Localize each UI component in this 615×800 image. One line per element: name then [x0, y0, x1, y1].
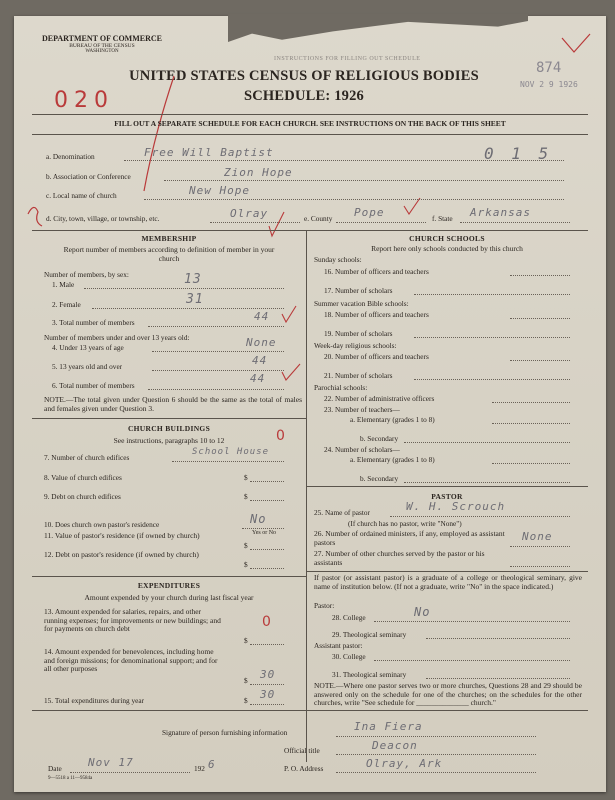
q25-label: 25. Name of pastor	[314, 508, 370, 517]
q24b-field[interactable]	[404, 474, 570, 483]
census-form-sheet	[14, 16, 606, 792]
q18-field[interactable]	[510, 310, 570, 319]
po-address-label: P. O. Address	[284, 764, 324, 773]
q14-dollar: $	[244, 676, 248, 685]
bureau-name: BUREAU OF THE CENSUS	[69, 43, 135, 49]
q18-label: 18. Number of officers and teachers	[324, 310, 429, 319]
city-name: WASHINGTON	[85, 49, 119, 54]
q6-label: 6. Total number of members	[52, 381, 135, 390]
q11-label: 11. Value of pastor's residence (if owned by church)	[44, 531, 200, 540]
q7-label: 7. Number of church edifices	[44, 453, 130, 462]
red-margin-mark	[28, 207, 42, 226]
q19-field[interactable]	[414, 329, 570, 338]
q28-label: 28. College	[332, 613, 366, 622]
q4-value: None	[246, 336, 277, 349]
schools-subtitle: Report here only schools conducted by this church	[371, 244, 523, 253]
q30-field[interactable]	[374, 652, 570, 661]
q17-label: 17. Number of scholars	[324, 286, 393, 295]
q29-field[interactable]	[426, 630, 570, 639]
q31-label: 31. Theological seminary	[332, 670, 407, 679]
q23a-field[interactable]	[492, 415, 570, 424]
weekday-schools-label: Week-day religious schools:	[314, 341, 397, 350]
back-instructions-ghost: INSTRUCTIONS FOR FILLING OUT SCHEDULE	[274, 56, 421, 62]
q16-field[interactable]	[510, 267, 570, 276]
association-label: b. Association or Conference	[46, 172, 131, 181]
form-code: 9—5518 a 11—9584a	[48, 776, 93, 781]
q8-field[interactable]	[250, 473, 284, 482]
red-check-q6	[282, 364, 300, 380]
q3-value: 44	[254, 310, 270, 323]
q1-label: 1. Male	[52, 280, 75, 289]
pastor-label: Pastor:	[314, 601, 335, 610]
q9-dollar: $	[244, 492, 248, 501]
q9-field[interactable]	[250, 492, 284, 501]
q23b-field[interactable]	[404, 434, 570, 443]
assistant-pastor-label: Assistant pastor:	[314, 641, 363, 650]
q1-value: 13	[184, 272, 202, 287]
graduate-note: If pastor (or assistant pastor) is a graduate of a college or theological seminary, give name of institution below. (If not a graduate, write "No" in the space indicated.)	[314, 573, 582, 591]
members-by-sex-label: Number of members, by sex:	[44, 270, 129, 279]
denomination-label: a. Denomination	[46, 152, 95, 161]
q14-value: 30	[260, 668, 276, 681]
city-value: Olray	[230, 207, 269, 220]
parochial-schools-label: Parochial schools:	[314, 383, 368, 392]
q21-field[interactable]	[414, 371, 570, 380]
form-title: UNITED STATES CENSUS OF RELIGIOUS BODIES	[129, 68, 479, 84]
q13-red-zero: 0	[262, 614, 271, 630]
q12-field[interactable]	[250, 560, 284, 569]
q28-value: No	[414, 605, 431, 619]
q26-label: 26. Number of ordained ministers, if any, employed as assistant pastors	[314, 529, 505, 547]
date-year-prefix: 192	[194, 764, 205, 773]
expenditures-title: EXPENDITURES	[137, 581, 201, 590]
official-title-field[interactable]	[336, 746, 536, 755]
local-name-value: New Hope	[189, 184, 250, 197]
association-value: Zion Hope	[224, 166, 293, 179]
county-label: e. County	[304, 214, 333, 223]
q10-yes-no-hint: Yes or No	[252, 530, 277, 536]
q12-label: 12. Debt on pastor's residence (if owned by church)	[44, 550, 199, 559]
city-label: d. City, town, village, or township, etc.	[46, 214, 160, 223]
buildings-subtitle: See instructions, paragraphs 10 to 12	[113, 436, 225, 445]
q19-label: 19. Number of scholars	[324, 329, 393, 338]
q14-label: 14. Amount expended for benevolences, including home and foreign missions; for denominational support; and for all other purposes	[44, 647, 218, 674]
stamp-date: NOV 2 9 1926	[520, 80, 578, 89]
denomination-code: 0 1 5	[484, 144, 553, 163]
q15-dollar: $	[244, 696, 248, 705]
q26-value: None	[522, 530, 553, 543]
local-name-label: c. Local name of church	[46, 191, 117, 200]
q10-label: 10. Does church own pastor's residence	[44, 520, 160, 529]
department-name: DEPARTMENT OF COMMERCE	[41, 34, 162, 43]
q20-label: 20. Number of officers and teachers	[324, 352, 429, 361]
q20-field[interactable]	[510, 352, 570, 361]
q25-note: (If church has no pastor, write "None")	[348, 519, 462, 528]
q11-dollar: $	[244, 541, 248, 550]
date-year-digit: 6	[208, 758, 216, 771]
denomination-value: Free Will Baptist	[144, 146, 274, 159]
q6-value: 44	[250, 372, 266, 385]
membership-subtitle: Report number of members according to definition of member in your church	[63, 245, 275, 263]
stamp-number: 874	[536, 60, 562, 76]
q2-label: 2. Female	[52, 300, 81, 309]
q5-label: 5. 13 years old and over	[52, 362, 123, 371]
q24a-label: a. Elementary (grades 1 to 8)	[350, 455, 435, 464]
red-check-top	[562, 34, 590, 52]
q23-label: 23. Number of teachers—	[324, 405, 400, 414]
q24a-field[interactable]	[492, 455, 570, 464]
q31-field[interactable]	[426, 670, 570, 679]
q3-label: 3. Total number of members	[52, 318, 135, 327]
q12-dollar: $	[244, 560, 248, 569]
membership-note: NOTE.—The total given under Question 6 should be the same as the total of males and females given under Question 3.	[44, 395, 302, 413]
q22-label: 22. Number of administrative officers	[324, 394, 435, 403]
q21-label: 21. Number of scholars	[324, 371, 393, 380]
membership-title: MEMBERSHIP	[141, 234, 197, 243]
q2-value: 31	[186, 292, 204, 307]
q15-value: 30	[260, 688, 276, 701]
q4-label: 4. Under 13 years of age	[52, 343, 124, 352]
members-by-age-label: Number of members under and over 13 years old:	[44, 333, 190, 342]
official-title-value: Deacon	[372, 739, 418, 752]
q24-label: 24. Number of scholars—	[324, 445, 400, 454]
q25-value: W. H. Scrouch	[406, 500, 506, 513]
red-index-number: 020	[54, 88, 114, 113]
official-title-label: Official title	[284, 746, 320, 755]
summer-schools-label: Summer vacation Bible schools:	[314, 299, 409, 308]
date-value: Nov 17	[88, 756, 134, 769]
red-check-total	[282, 306, 296, 322]
q24b-label: b. Secondary	[360, 474, 399, 483]
q23a-label: a. Elementary (grades 1 to 8)	[350, 415, 435, 424]
q30-label: 30. College	[332, 652, 366, 661]
q15-label: 15. Total expenditures during year	[44, 696, 145, 705]
q13-field[interactable]	[250, 636, 284, 645]
q11-field[interactable]	[250, 541, 284, 550]
q22-field[interactable]	[492, 394, 570, 403]
q7-value: School House	[192, 447, 270, 457]
q10-value: No	[250, 512, 267, 526]
county-value: Pope	[354, 206, 385, 219]
q8-dollar: $	[244, 473, 248, 482]
q5-value: 44	[252, 354, 268, 367]
pastor-note: NOTE.—Where one pastor serves two or more churches, Questions 28 and 29 should be answered only on the schedule for one of the churches; on the schedules for the other churches, write "See schedule for ______________ church."	[314, 681, 582, 708]
pastor-title: PASTOR	[431, 492, 463, 501]
q29-label: 29. Theological seminary	[332, 630, 407, 639]
red-check-state	[404, 198, 420, 214]
q23b-label: b. Secondary	[360, 434, 399, 443]
signature-label: Signature of person furnishing information	[162, 728, 288, 737]
q8-label: 8. Value of church edifices	[44, 473, 122, 482]
expenditures-subtitle: Amount expended by your church during last fiscal year	[84, 593, 254, 602]
signature-value: Ina Fiera	[354, 720, 423, 733]
state-value: Arkansas	[470, 206, 531, 219]
q13-dollar: $	[244, 636, 248, 645]
q7-red-zero: 0	[276, 428, 285, 444]
state-label: f. State	[432, 214, 453, 223]
schools-title: CHURCH SCHOOLS	[409, 234, 485, 243]
buildings-title: CHURCH BUILDINGS	[127, 424, 211, 433]
q27-field[interactable]	[510, 558, 570, 567]
q9-label: 9. Debt on church edifices	[44, 492, 121, 501]
q27-label: 27. Number of other churches served by the pastor or his assistants	[314, 549, 485, 567]
date-label: Date	[48, 764, 62, 773]
q17-field[interactable]	[414, 286, 570, 295]
fill-out-instruction: FILL OUT A SEPARATE SCHEDULE FOR EACH CHURCH. SEE INSTRUCTIONS ON THE BACK OF THIS SHEET	[114, 119, 506, 128]
po-address-value: Olray, Ark	[366, 757, 443, 770]
q16-label: 16. Number of officers and teachers	[324, 267, 429, 276]
q28-field[interactable]	[374, 613, 570, 622]
form-schedule: SCHEDULE: 1926	[243, 88, 365, 104]
sunday-schools-label: Sunday schools:	[314, 255, 362, 264]
q13-label: 13. Amount expended for salaries, repairs, and other running expenses; for improvements or new buildings; and for payments on church debt	[44, 607, 221, 634]
